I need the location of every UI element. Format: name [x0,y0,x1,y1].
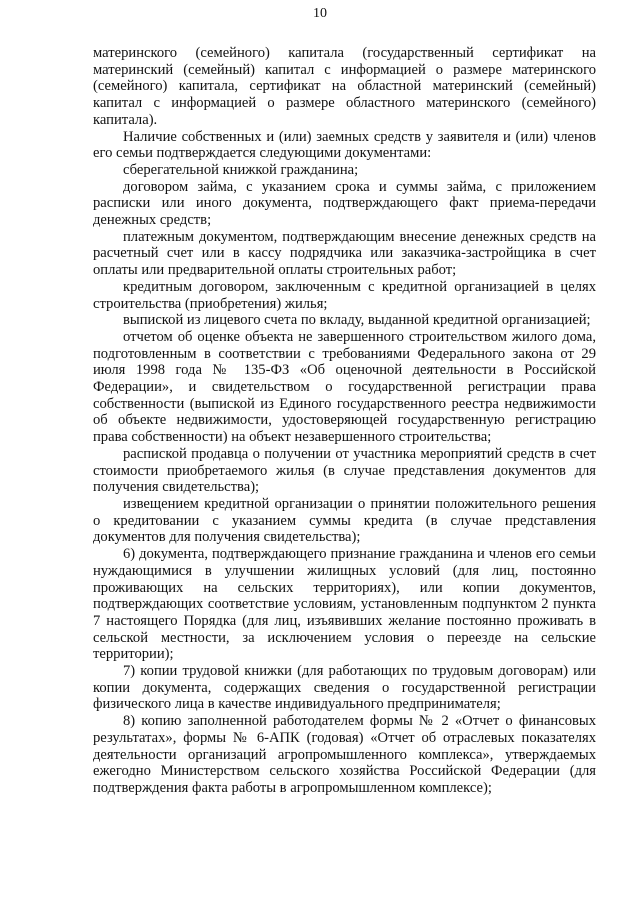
paragraph-2: Наличие собственных и (или) заемных средств у заявителя и (или) членов его семьи подтверждается следующими документами: [93,128,596,162]
paragraph-9: распиской продавца о получении от участника мероприятий средств в счет стоимости приобретаемого жилья (в случае представления документов для получения свидетельства); [93,445,596,496]
paragraph-5: платежным документом, подтверждающим внесение денежных средств на расчетный счет или в кассу подрядчика или заказчика-застройщика в счет оплаты или предварительной оплаты строительных работ; [93,228,596,279]
paragraph-6: кредитным договором, заключенным с кредитной организацией в целях строительства (приобретения) жилья; [93,278,596,312]
paragraph-10: извещением кредитной организации о принятии положительного решения о кредитовании с указанием суммы кредита (в случае представления документов для получения свидетельства); [93,495,596,546]
paragraph-3: сберегательной книжкой гражданина; [123,161,359,178]
paragraph-1: материнского (семейного) капитала (государственный сертификат на материнский (семейный) капитал с информацией о размере материнского (семейного) капитала, сертификат на областной материнский (семейный) капитал с информацией о размере областного материнского (семейного) капитала). [93,45,596,128]
paragraph-8: отчетом об оценке объекта не завершенного строительством жилого дома, подготовленным в соответствии с требованиями Федерального закона от 29 июля 1998 года № 135-ФЗ «Об оценочной деятельности в Российской Федерации», и свидетельством о государственной регистрации права собственности (выпиской из Единого государственного реестра недвижимости об объекте недвижимости, удостоверяющей государственную регистрацию права собственности) на объект незавершенного строительства; [93,328,596,446]
paragraph-11: 6) документа, подтверждающего признание гражданина и членов его семьи нуждающимися в улучшении жилищных условий (для лиц, постоянно проживающих на сельских территориях), или копии документов, подтверждающих соответствие условиям, установленным подпунктом 2 пункта 7 настоящего Порядка (для лиц, изъявивших желание постоянно проживать в сельской местности, за исключением условия о переезде на сельские территории); [93,546,596,663]
document-body [93,45,596,797]
paragraph-4: договором займа, с указанием срока и суммы займа, с приложением расписки или иного документа, подтверждающего факт приема-передачи денежных средств; [93,178,596,229]
paragraph-7: выпиской из лицевого счета по вкладу, выданной кредитной организацией; [123,312,591,329]
paragraph-13: 8) копию заполненной работодателем формы № 2 «Отчет о финансовых результатах», формы № 6-АПК (годовая) «Отчет об отраслевых показателях деятельности организаций агропромышленного комплекса», утверждаемых ежегодно Министерством сельского хозяйства Российской Федерации (для подтверждения факта работы в агропромышленном комплексе); [93,713,596,796]
page-number: 10 [313,6,327,21]
paragraph-12: 7) копии трудовой книжки (для работающих по трудовым договорам) или копии документа, содержащих сведения о государственной регистрации физического лица в качестве индивидуального предпринимателя; [93,663,596,713]
